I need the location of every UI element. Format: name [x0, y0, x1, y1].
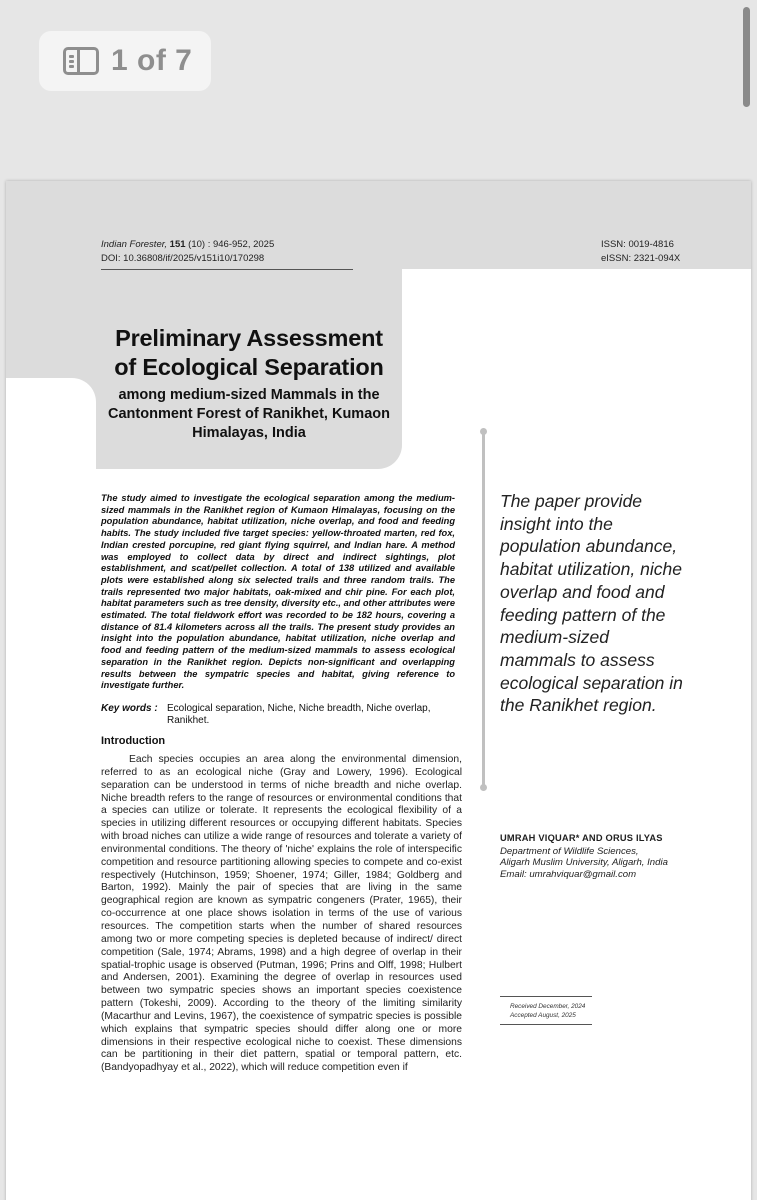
- title-main: Preliminary Assessment of Ecological Separation: [114, 325, 384, 380]
- keywords-text: Ecological separation, Niche, Niche breadth, Niche overlap, Ranikhet.: [167, 703, 431, 726]
- pull-quote: The paper provide insight into the population abundance, habitat utilization, niche overlap and food and feeding pattern of the medium-sized mammals to assess ecological separation in the Ranikhet region.: [500, 491, 683, 716]
- page-indicator[interactable]: [39, 31, 211, 91]
- issn-block: [601, 238, 680, 266]
- dates-box: [500, 996, 592, 1025]
- title-subtitle: among medium-sized Mammals in the Cantonment Forest of Ranikhet, Kumaon Himalayas, India: [108, 387, 390, 441]
- journal-name: Indian Forester,: [101, 239, 168, 250]
- author-department: Department of Wildlife Sciences,: [500, 845, 639, 857]
- eissn: eISSN: 2321-094X: [601, 253, 681, 264]
- keywords-label: Key words :: [101, 703, 158, 714]
- citation: [101, 238, 274, 266]
- issn: ISSN: 0019-4816: [601, 239, 674, 250]
- header-rule: [101, 269, 353, 270]
- pull-quote-rule: [482, 431, 485, 788]
- author-names: UMRAH VIQUAR* AND ORUS ILYAS: [500, 833, 663, 843]
- abstract: The study aimed to investigate the ecological separation among the medium-sized mammals in the Ranikhet region of Kumaon Himalayas, focusing on the population abundance, habitat utilization, niche overlap, and food and feeding habits. The study included five target species: yellow-throated marten, red fox, Indian crested porcupine, red giant flying squirrel, and Indian hare. A method was employed to collect data by direct and indirect sightings, plot establishment, and scat/pellet collection. A total of 138 utilized and available plots were established along six selected trails and three random trails. The trails represented two major habitats, oak-mixed and chir pine. For each plot, habitat parameters such as tree density, diversity etc., and other attributes were estimated. The total fieldwork effort was recorded to be 182 hours, covering a distance of 81.4 kilometers across all the trails. The present study provides an insight into the population abundance, habitat utilization, niche overlap and food and feeding pattern of the medium-sized mammals to assess ecological separation in the Ranikhet region. Depicts non-significant and overlapping results between the sympatric species and habitat, giving reference to investigate further.: [101, 493, 455, 691]
- page-indicator-text: 1 of 7: [111, 44, 193, 77]
- doi: DOI: 10.36808/if/2025/v151i10/170298: [101, 253, 265, 264]
- author-block: [500, 833, 730, 880]
- sidebar-toggle-icon[interactable]: [63, 47, 99, 75]
- received-date: Received December, 2024: [510, 1003, 586, 1010]
- journal-issue-pages: (10) : 946-952, 2025: [185, 239, 275, 250]
- title-cutout: [6, 378, 96, 518]
- author-university: Aligarh Muslim University, Aligarh, India: [500, 857, 668, 869]
- scrollbar-thumb[interactable]: [743, 7, 750, 107]
- accepted-date: Accepted August, 2025: [510, 1012, 576, 1019]
- document-page: [6, 181, 751, 1200]
- section-heading-introduction: Introduction: [101, 735, 166, 747]
- journal-volume: 151: [169, 239, 186, 250]
- author-email: Email: umrahviquar@gmail.com: [500, 868, 637, 880]
- paper-title: [104, 324, 394, 443]
- introduction-body: Each species occupies an area along the environmental dimension, referred to as an ecological niche (Gray and Lowery, 1996). Ecological separation can be understood in terms of niche breadth and niche overlap. Niche breadth refers to the range of resources or environmental conditions that a species can utilize or tolerate. It represents the ecological flexibility of a species in utilizing different resources or occupying different habitats. Species with broad niches can utilize a wide range of resources and tolerate a variety of environmental conditions. The theory of 'niche' explains the role of interspecific competition and resource partitioning allowing species to compete and co-exist respectively (Hutchinson, 1959; Shoener, 1974; Giller, 1984; Goldberg and Barton, 1992). Mainly the pair of species that are living in the same geographical region are known as sympatric congeners (Prater, 1965), their co-occurrence at one place shows isolation in terms of the use of various resources. The competition starts when the number of shared resources among two or more competing species is depleted because of indirect/ direct competition (Sale, 1974; Abrams, 1998) and a high degree of overlap in their spatial-trophic usage is observed (Putman, 1996; Prins and Olff, 1998; Hulbert and Andersen, 2001). Examining the degree of overlap in resources used between two sympatric species shows an important species coexistence pattern (Tokeshi, 2009). According to the theory of the limiting similarity (Macarthur and Levins, 1967), the coexistence of sympatric species is possible which explains that sympatric species should differ along one or more dimensions in their respective ecological niche to coexist. These dimensions can be partitioning in their diet pattern, spatial or temporal pattern, etc. (Bandyopadhyay et al., 2022), which will reduce competition even if: [101, 754, 462, 1074]
- keywords: [101, 703, 467, 727]
